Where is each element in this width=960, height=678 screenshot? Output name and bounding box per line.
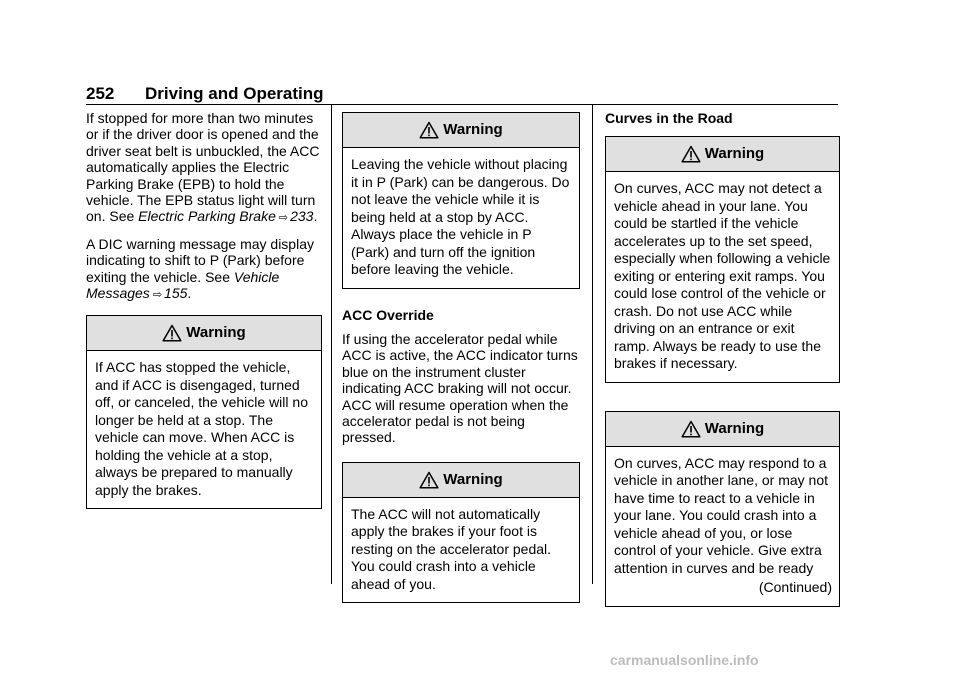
warning-title: Warning <box>186 324 246 342</box>
paragraph-epb: If stopped for more than two minutes or if the driver door is opened and the driver seat belt is unbuckled, the ACC automatically applies the Electric Parking Brake (EPB) to hold the vehicle. The EPB status light will turn on. See Electric Parking Brake ⇨ 233. <box>86 110 320 225</box>
warning-triangle-icon <box>681 420 701 438</box>
warning-title: Warning <box>443 470 503 488</box>
column-3 <box>605 110 840 621</box>
column-2 <box>342 112 580 617</box>
warning-box <box>342 462 580 604</box>
cross-reference-link[interactable]: Electric Parking Brake ⇨ 233 <box>138 208 314 225</box>
page-ref-arrow-icon: ⇨ <box>278 212 289 225</box>
warning-box <box>342 112 580 289</box>
paragraph-dic: A DIC warning message may display indicating to shift to P (Park) before exiting the vehicle. See Vehicle Messages ⇨ 155. <box>86 235 314 302</box>
watermark: carmanualsonline.info <box>610 652 759 668</box>
warning-header <box>87 316 321 351</box>
warning-text: If ACC has stopped the vehicle, and if ACC is disengaged, turned off, or canceled, the vehicle will no longer be held at a stop. The vehicle can move. When ACC is holding the vehicle at a stop, always be prepared to manually apply the brakes. <box>95 359 308 498</box>
column-divider-2 <box>592 104 593 584</box>
section-title: Driving and Operating <box>145 84 324 103</box>
continued-label: (Continued) <box>758 579 832 596</box>
warning-triangle-icon <box>419 121 439 139</box>
warning-triangle-icon <box>681 145 701 163</box>
page-number: 252 <box>86 84 115 103</box>
warning-header <box>343 463 579 498</box>
subheading-acc-override: ACC Override <box>342 306 434 323</box>
warning-title: Warning <box>704 145 765 163</box>
warning-header <box>343 113 579 148</box>
warning-header <box>606 137 839 172</box>
column-divider-1 <box>331 104 332 584</box>
warning-header <box>606 412 839 447</box>
page-ref-arrow-icon: ⇨ <box>152 289 163 302</box>
warning-box <box>605 411 840 607</box>
warning-triangle-icon <box>419 471 439 489</box>
cross-reference-link[interactable]: Vehicle Messages ⇨ 155 <box>86 268 280 302</box>
warning-text: The ACC will not automatically apply the brakes if your foot is resting on the accelerator pedal. You could crash into a vehicle ahead of you. <box>351 505 552 592</box>
warning-box <box>86 315 322 509</box>
header-rule <box>86 104 838 105</box>
subheading-curves: Curves in the Road <box>605 110 733 126</box>
warning-text: On curves, ACC may not detect a vehicle ahead in your lane. You could be startled if the vehicle accelerates up to the set speed, especially when following a vehicle exiting or entering exit ramps. You could lose control of the vehicle or crash. Do not use ACC while driving on an entrance or exit ramp. Always be ready to use the brakes if necessary. <box>614 180 831 372</box>
warning-box <box>605 136 840 383</box>
warning-title: Warning <box>443 120 503 138</box>
warning-text: On curves, ACC may respond to a vehicle in another lane, or may not have time to react to a vehicle in your lane. You could crash into a vehicle ahead of you, or lose control of your vehicle. Give extra attention in curves and be ready (Continued) <box>614 454 832 596</box>
column-1 <box>86 110 322 523</box>
warning-title: Warning <box>704 419 765 437</box>
paragraph-acc-override: If using the accelerator pedal while ACC is active, the ACC indicator turns blue on the instrument cluster indicating ACC braking will not occur. ACC will resume operation when the accelerator pedal is not being pressed. <box>342 330 578 446</box>
warning-text: Leaving the vehicle without placing it in P (Park) can be dangerous. Do not leave the vehicle while it is being held at a stop by ACC. Always place the vehicle in P (Park) and turn off the ignition before leaving the vehicle. <box>351 156 570 277</box>
page-header <box>86 80 838 104</box>
warning-triangle-icon <box>162 324 182 342</box>
